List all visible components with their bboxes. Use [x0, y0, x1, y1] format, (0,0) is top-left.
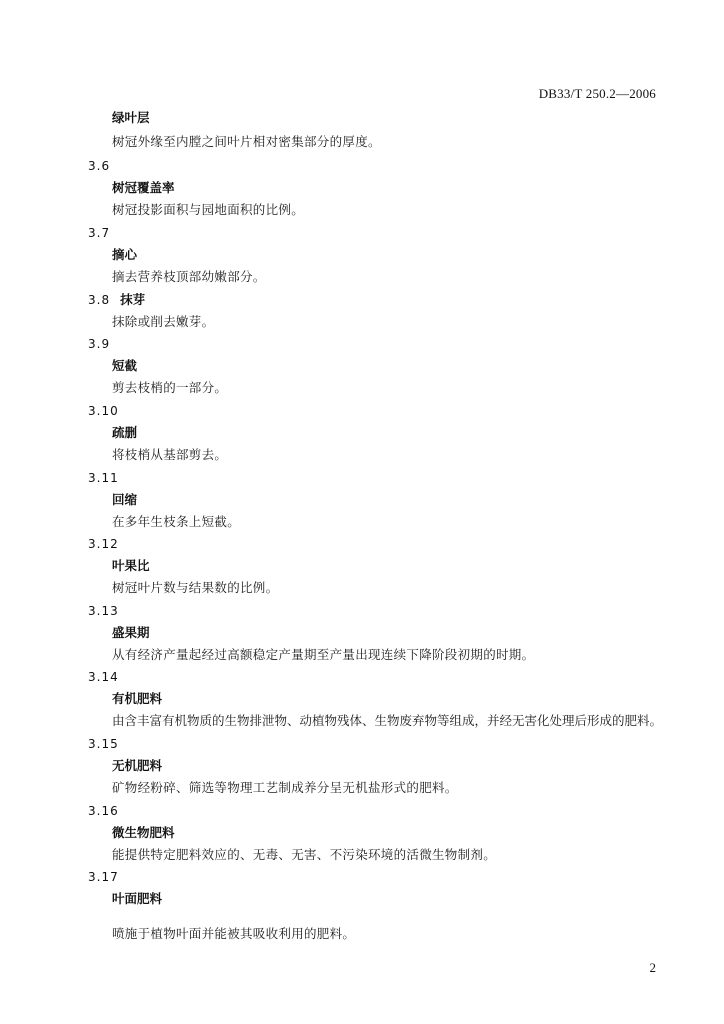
- term-label: 盛果期: [112, 625, 150, 640]
- clause-number: 3.10: [88, 404, 119, 418]
- term-definition: 树冠叶片数与结果数的比例。: [112, 580, 279, 595]
- term-label: 摘心: [112, 247, 138, 262]
- term-definition: 树冠外缘至内膛之间叶片相对密集部分的厚度。: [112, 134, 381, 149]
- term-definition: 喷施于植物叶面并能被其吸收利用的肥料。: [112, 926, 356, 941]
- term-label: 绿叶层: [112, 110, 150, 125]
- term-label: 叶面肥料: [112, 891, 163, 906]
- term-label: 有机肥料: [112, 691, 163, 706]
- term-label: 短截: [112, 358, 138, 373]
- term-definition: 将枝梢从基部剪去。: [112, 447, 228, 462]
- clause-number: 3.17: [88, 870, 119, 884]
- term-definition: 从有经济产量起经过高额稳定产量期至产量出现连续下降阶段初期的时期。: [112, 647, 535, 662]
- term-label: 疏删: [112, 425, 138, 440]
- page-number: 2: [649, 960, 656, 975]
- term-label: 无机肥料: [112, 758, 163, 773]
- term-label: 回缩: [112, 492, 138, 507]
- term-definition: 能提供特定肥料效应的、无毒、无害、不污染环境的活微生物制剂。: [112, 847, 497, 862]
- clause-number: 3.14: [88, 670, 119, 684]
- term-definition: 树冠投影面积与园地面积的比例。: [112, 202, 305, 217]
- clause-number: 3.7: [88, 226, 111, 240]
- clause-number: 3.9: [88, 337, 111, 351]
- clause-number: 3.16: [88, 804, 119, 818]
- term-definition: 抹除或削去嫩芽。: [112, 314, 215, 329]
- term-definition: 摘去营养枝顶部幼嫩部分。: [112, 269, 266, 284]
- clause-heading: [88, 292, 145, 308]
- clause-number: 3.15: [88, 737, 119, 751]
- term-definition: 由含丰富有机物质的生物排泄物、动植物残体、生物废弃物等组成，并经无害化处理后形成的肥料。: [112, 713, 663, 728]
- clause-number: 3.6: [88, 159, 111, 173]
- clause-number: 3.11: [88, 471, 119, 485]
- term-definition: 矿物经粉碎、筛选等物理工艺制成养分呈无机盐形式的肥料。: [112, 780, 458, 795]
- term-definition: 在多年生枝条上短截。: [112, 514, 241, 529]
- term-label: 叶果比: [112, 558, 150, 573]
- term-label: 树冠覆盖率: [112, 180, 175, 195]
- clause-number: 3.8: [88, 293, 111, 307]
- document-code: DB33/T 250.2—2006: [538, 86, 656, 101]
- clause-number: 3.13: [88, 604, 119, 618]
- clause-number: 3.12: [88, 537, 119, 551]
- term-label: 抹芽: [120, 292, 146, 307]
- term-definition: 剪去枝梢的一部分。: [112, 380, 228, 395]
- term-label: 微生物肥料: [112, 825, 175, 840]
